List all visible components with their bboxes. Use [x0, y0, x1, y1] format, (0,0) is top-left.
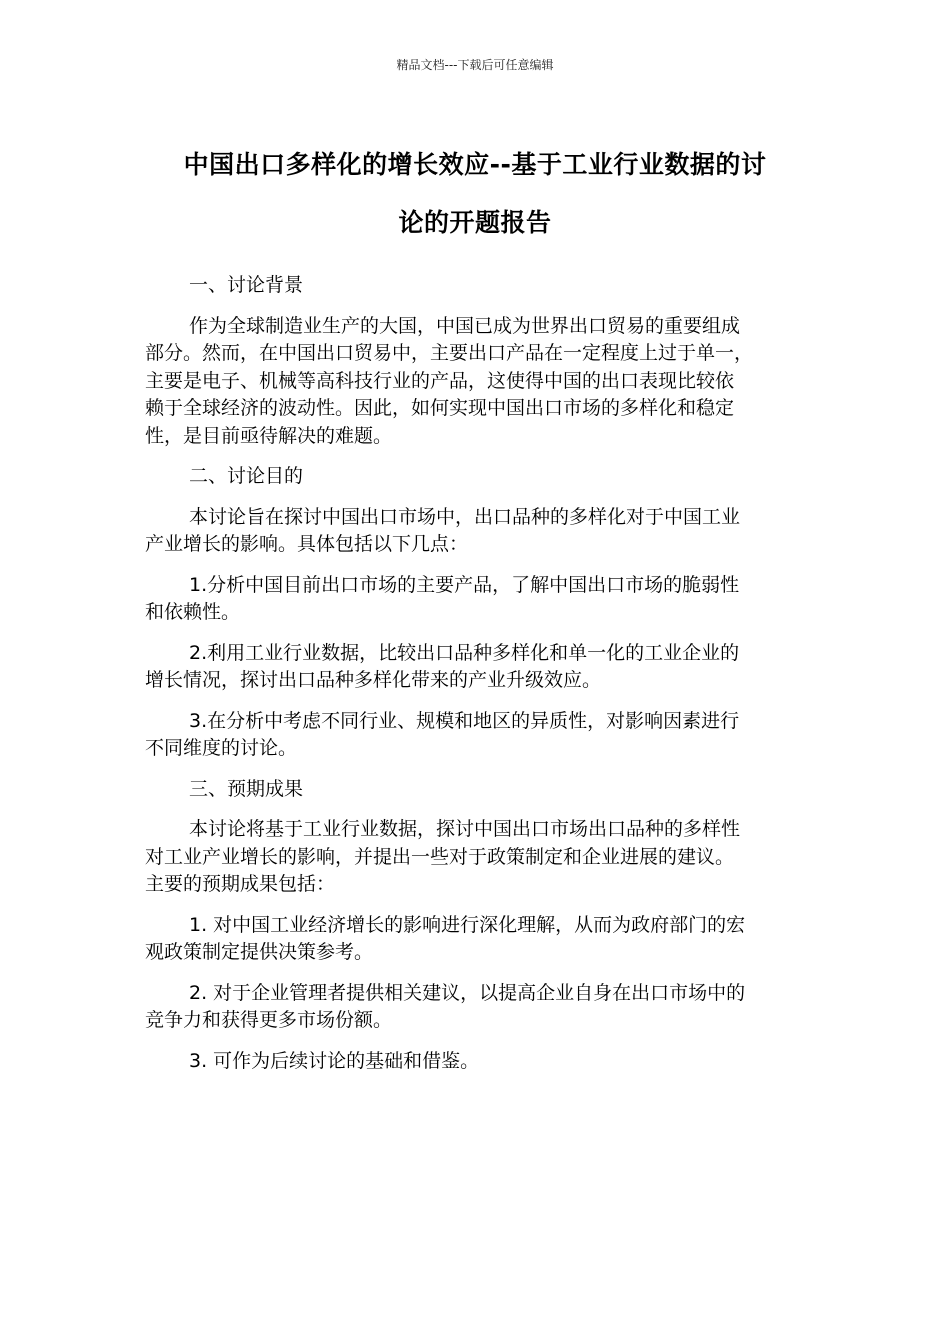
- text-line: 竞争力和获得更多市场份额。: [145, 1009, 393, 1031]
- text-line: 和依赖性。: [145, 601, 241, 623]
- text-line: 作为全球制造业生产的大国，中国已成为世界出口贸易的重要组成: [189, 314, 741, 337]
- text-line: 2. 对于企业管理者提供相关建议，以提高企业自身在出口市场中的: [189, 981, 746, 1004]
- text-line: 2.利用工业行业数据，比较出口品种多样化和单一化的工业企业的: [189, 641, 740, 664]
- text-line: 1.分析中国目前出口市场的主要产品，了解中国出口市场的脆弱性: [189, 573, 740, 596]
- body-paragraph: [145, 572, 800, 627]
- text-line: 产业增长的影响。具体包括以下几点：: [145, 533, 469, 555]
- page-header: 精品文档---下载后可任意编辑: [396, 58, 554, 72]
- section-heading: [145, 463, 800, 491]
- text-line: 增长情况，探讨出口品种多样化带来的产业升级效应。: [145, 669, 602, 691]
- text-line: 三、预期成果: [189, 777, 304, 800]
- body-paragraph: [145, 313, 800, 451]
- document-title: [140, 136, 810, 252]
- text-line: 不同维度的讨论。: [145, 737, 298, 759]
- text-line: 1. 对中国工业经济增长的影响进行深化理解，从而为政府部门的宏: [189, 913, 746, 936]
- text-line: 3. 可作为后续讨论的基础和借鉴。: [189, 1049, 480, 1072]
- body-paragraph: [145, 708, 800, 763]
- text-line: 二、讨论目的: [189, 465, 304, 487]
- text-line: 主要的预期成果包括：: [145, 873, 336, 895]
- text-line: 主要是电子、机械等高科技行业的产品，这使得中国的出口表现比较依: [145, 369, 735, 392]
- body-paragraph: [145, 1048, 800, 1076]
- text-line: 一、讨论背景: [189, 274, 304, 296]
- section-heading: [145, 272, 800, 300]
- text-line: 本讨论旨在探讨中国出口市场中，出口品种的多样化对于中国工业: [189, 505, 741, 528]
- text-line: 3.在分析中考虑不同行业、规模和地区的异质性，对影响因素进行: [189, 709, 740, 732]
- body-paragraph: [145, 912, 800, 967]
- text-line: 部分。然而，在中国出口贸易中，主要出口产品在一定程度上过于单一，: [145, 342, 754, 364]
- text-line: 赖于全球经济的波动性。因此，如何实现中国出口市场的多样化和稳定: [145, 397, 735, 419]
- text-line: 本讨论将基于工业行业数据，探讨中国出口市场出口品种的多样性: [189, 818, 741, 840]
- document-body: [145, 272, 800, 1088]
- body-paragraph: [145, 640, 800, 695]
- body-paragraph: [145, 504, 800, 559]
- body-paragraph: [145, 980, 800, 1035]
- text-line: 性，是目前亟待解决的难题。: [145, 424, 393, 447]
- text-line: 对工业产业增长的影响，并提出一些对于政策制定和企业进展的建议。: [145, 845, 735, 868]
- title-line: 论的开题报告: [398, 208, 552, 237]
- section-heading: [145, 776, 800, 804]
- text-line: 观政策制定提供决策参考。: [145, 941, 374, 963]
- body-paragraph: [145, 816, 800, 899]
- title-line: 中国出口多样化的增长效应--基于工业行业数据的讨: [183, 150, 767, 179]
